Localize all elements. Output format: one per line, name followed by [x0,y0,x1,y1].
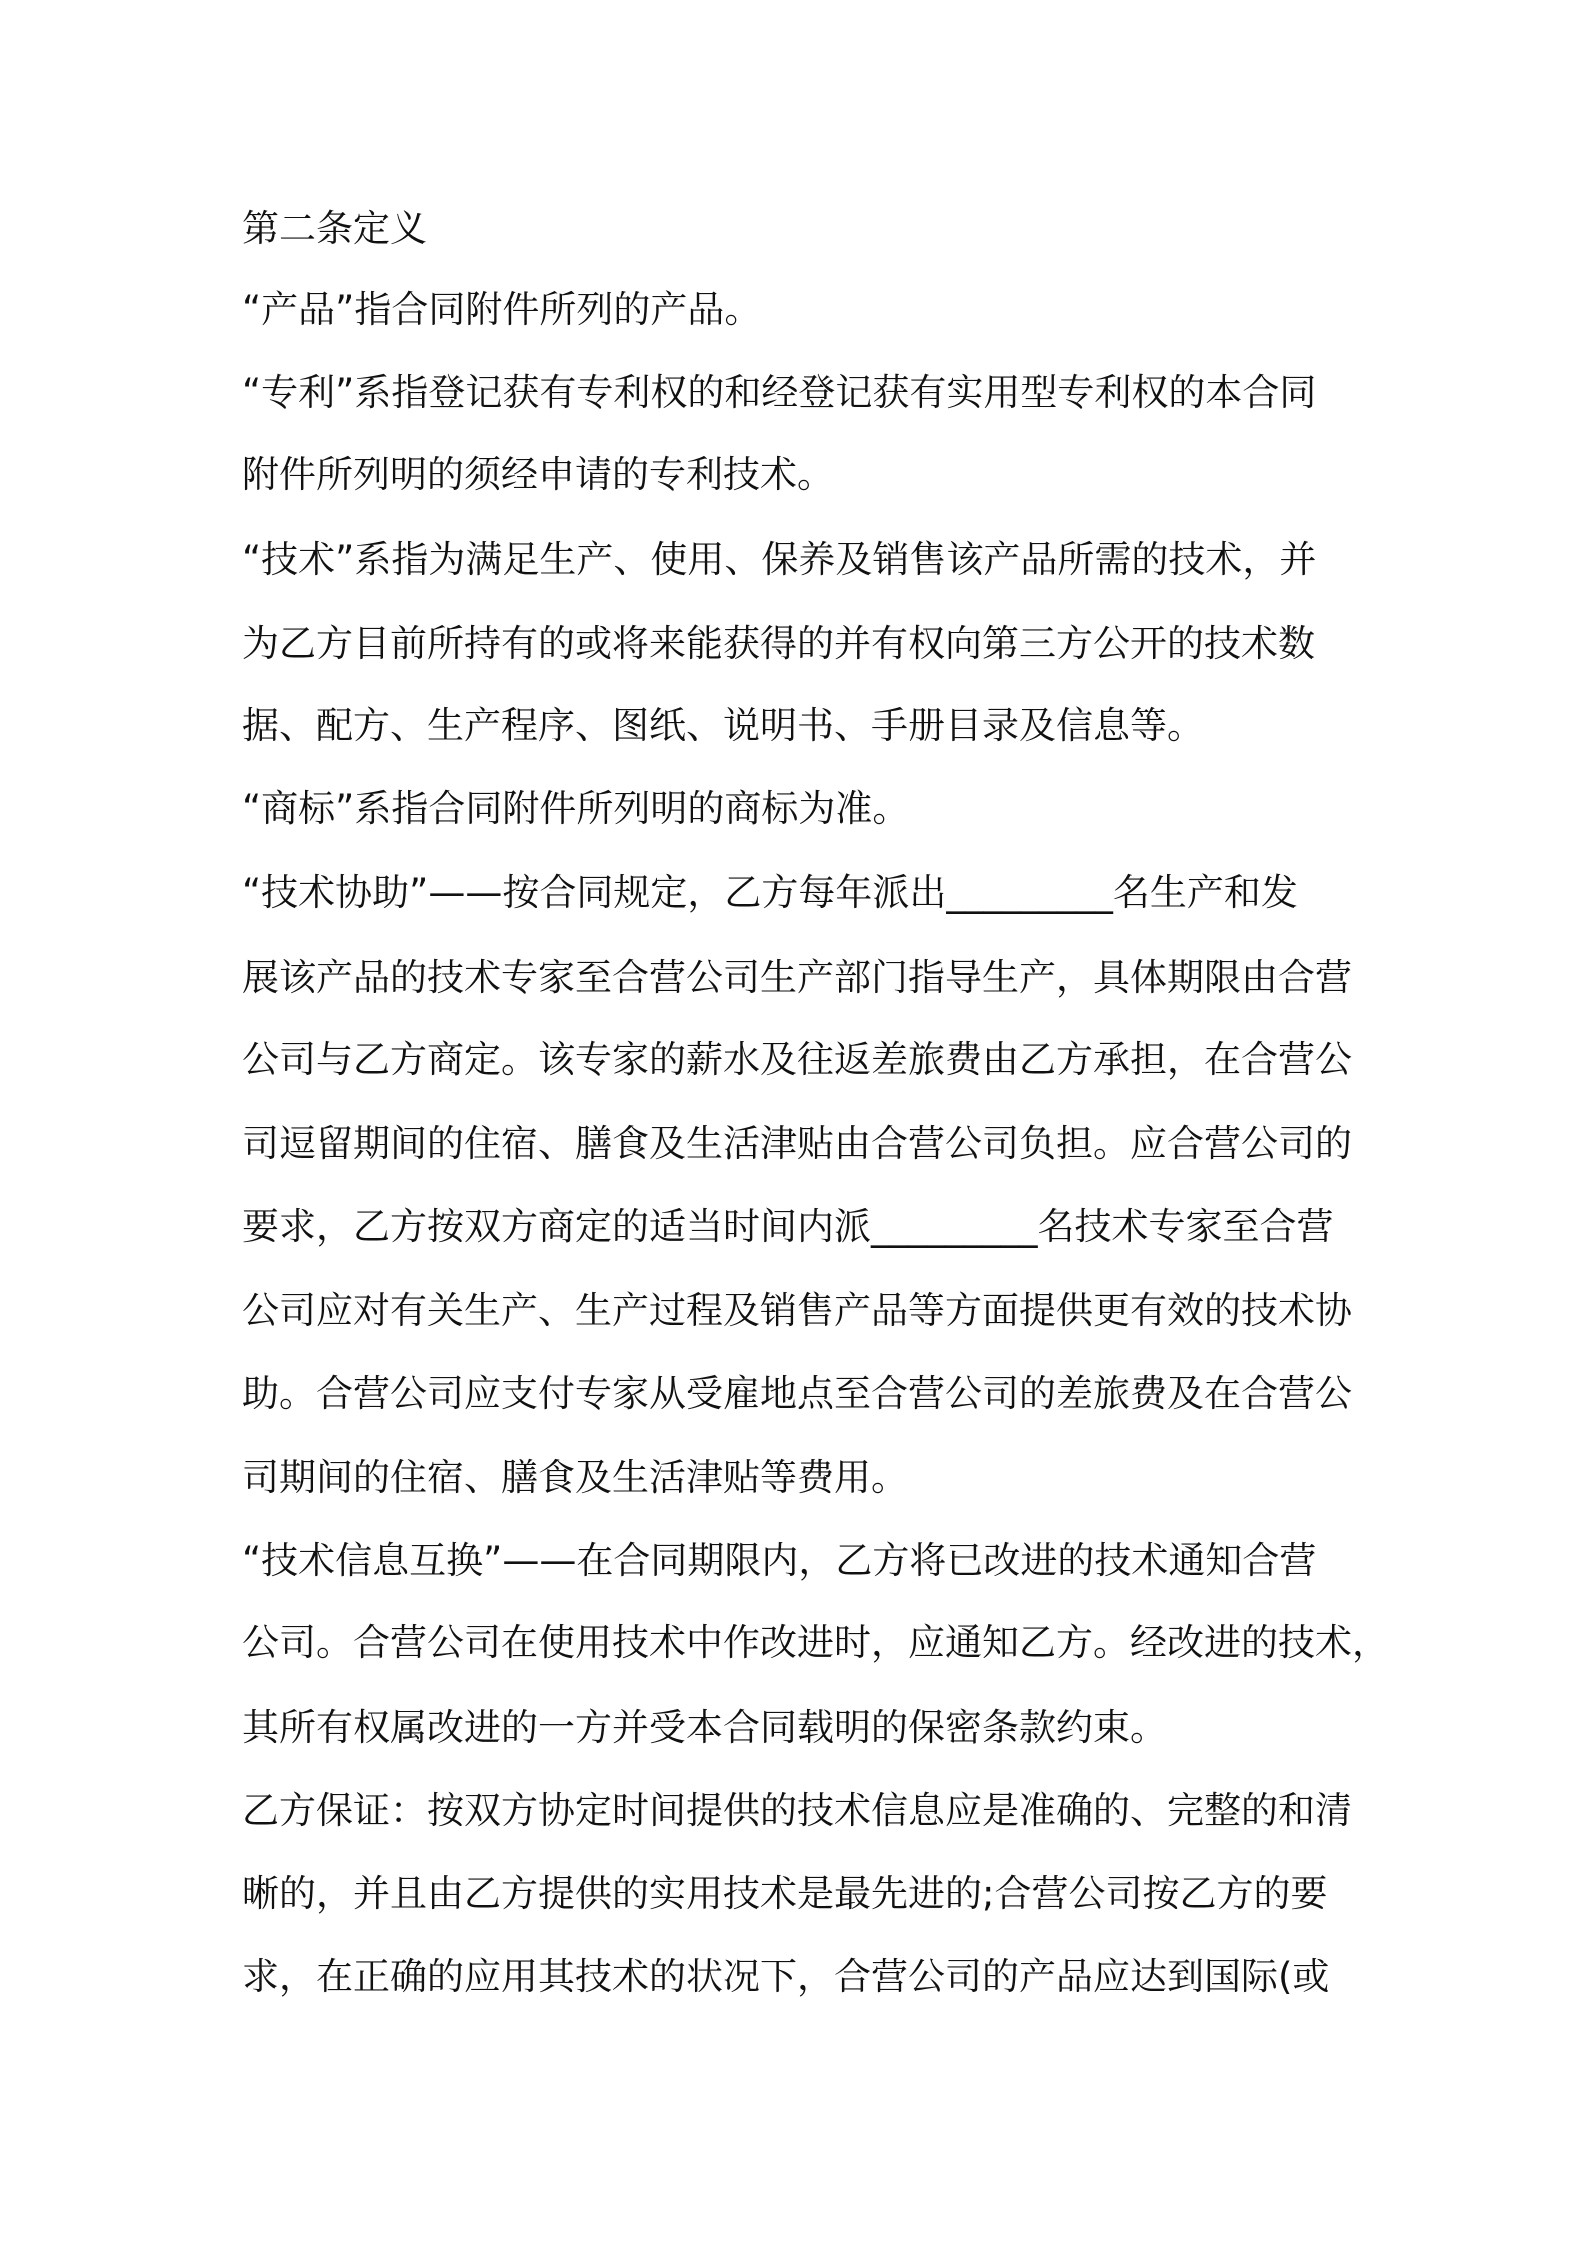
paragraph-line: 其所有权属改进的一方并受本合同载明的保密条款约束。 [242,1706,1167,1749]
section-heading: 第二条定义 [242,207,427,250]
paragraph-line: “技术”系指为满足生产、使用、保养及销售该产品所需的技术，并 [242,538,1317,581]
paragraph-line: 求，在正确的应用其技术的状况下，合营公司的产品应达到国际(或 [242,1955,1330,1998]
paragraph-line: 司逗留期间的住宿、膳食及生活津贴由合营公司负担。应合营公司的 [242,1122,1352,1165]
paragraph-line: 公司与乙方商定。该专家的薪水及往返差旅费由乙方承担，在合营公 [242,1038,1352,1081]
paragraph-line: 附件所列明的须经申请的专利技术。 [242,453,834,496]
paragraph-line: “商标”系指合同附件所列明的商标为准。 [242,787,910,830]
paragraph-line: “技术协助”——按合同规定，乙方每年派出_________名生产和发 [242,871,1298,914]
paragraph-line: 晰的，并且由乙方提供的实用技术是最先进的;合营公司按乙方的要 [242,1872,1328,1915]
paragraph-line: 司期间的住宿、膳食及生活津贴等费用。 [242,1456,908,1499]
paragraph-line: 要求，乙方按双方商定的适当时间内派_________名技术专家至合营 [242,1205,1334,1248]
paragraph-line: 助。合营公司应支付专家从受雇地点至合营公司的差旅费及在合营公 [242,1372,1352,1415]
paragraph-line: “产品”指合同附件所列的产品。 [242,288,762,331]
paragraph-line: “技术信息互换”——在合同期限内，乙方将已改进的技术通知合营 [242,1539,1317,1582]
paragraph-line: 据、配方、生产程序、图纸、说明书、手册目录及信息等。 [242,704,1204,747]
paragraph-line: 乙方保证：按双方协定时间提供的技术信息应是准确的、完整的和清 [242,1789,1352,1832]
paragraph-line: 为乙方目前所持有的或将来能获得的并有权向第三方公开的技术数 [242,622,1315,665]
paragraph-line: “专利”系指登记获有专利权的和经登记获有实用型专利权的本合同 [242,371,1317,414]
paragraph-line: 展该产品的技术专家至合营公司生产部门指导生产，具体期限由合营 [242,956,1352,999]
paragraph-line: 公司应对有关生产、生产过程及销售产品等方面提供更有效的技术协 [242,1289,1352,1332]
paragraph-line: 公司。合营公司在使用技术中作改进时，应通知乙方。经改进的技术， [242,1621,1389,1664]
